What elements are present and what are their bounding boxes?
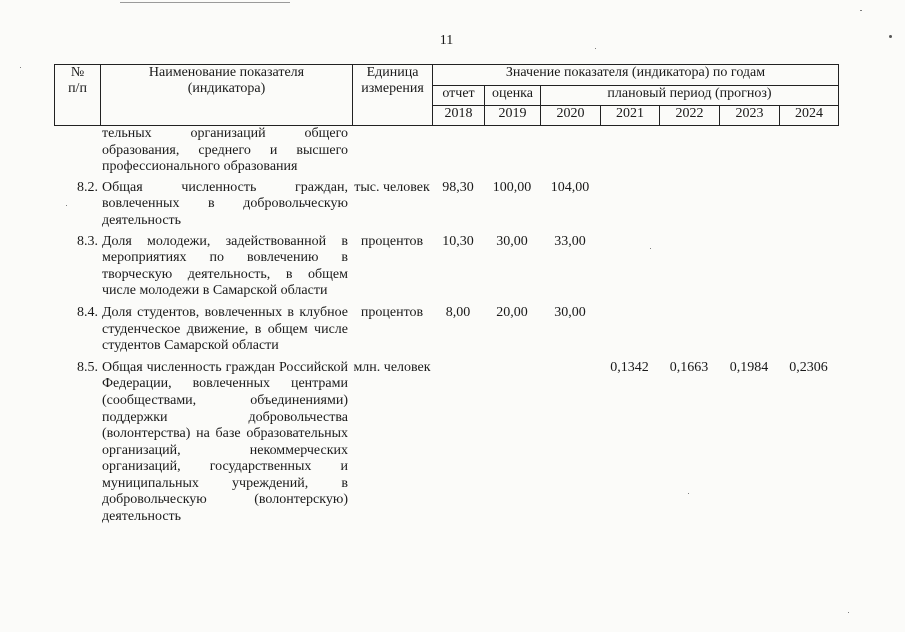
header-name: Наименование показателя (индикатора) [101,65,353,126]
value-2019: 100,00 [492,179,532,195]
header-planning-period: плановый период (прогноз) [541,86,839,106]
row-unit: процентов [360,304,424,320]
value-2020 [540,360,600,526]
value-2019 [484,360,540,526]
scan-speck [20,67,21,68]
row-number: 8.5. [77,359,98,375]
value-2020: 33,00 [554,233,586,249]
value-2023: 0,1984 [729,359,769,375]
header-unit: Единица измерения [353,65,433,126]
value-2019: 20,00 [496,304,528,320]
value-2020: 30,00 [554,304,586,320]
value-2024: 0,2306 [789,359,828,375]
value-2021: 0,1342 [610,359,649,375]
value-2022 [659,180,719,234]
value-2018: 10,30 [442,233,474,249]
table-row [54,180,838,234]
value-2018 [432,360,484,526]
value-2022 [659,305,719,360]
indicator-table-header [54,64,839,126]
header-year-2024: 2024 [780,106,839,126]
row-number: 8.2. [77,179,98,195]
header-year-2020: 2020 [541,106,601,126]
row-name: тельных организаций общего образования, среднего и высшего профессионального образования [102,126,348,175]
value-2022: 0,1663 [669,359,709,375]
header-year-2019: 2019 [485,106,541,126]
table-row [54,234,838,305]
scan-speck [650,248,651,249]
row-name: Доля молодежи, задействованной в мероприятиях по вовлечению в творческую деятельность, в общем числе молодежи в Самарской области [102,233,348,299]
row-name: Общая численность граждан, вовлеченных в добровольческую деятельность [102,179,348,228]
indicator-table-body [54,126,838,526]
header-year-2023: 2023 [720,106,780,126]
row-unit: млн. человек [353,359,431,375]
value-2021 [600,180,659,234]
header-report: отчет [433,86,485,106]
value-2021 [600,305,659,360]
header-num: № п/п [55,65,101,126]
value-2020: 104,00 [550,179,590,195]
header-estimate: оценка [485,86,541,106]
value-2023 [719,180,779,234]
header-values: Значение показателя (индикатора) по годам [433,65,839,86]
scan-speck [860,10,862,11]
header-year-2022: 2022 [660,106,720,126]
value-2022 [659,234,719,305]
value-2023 [719,305,779,360]
value-2024 [779,234,838,305]
scan-speck [889,35,892,38]
scan-speck [688,493,689,494]
header-year-2021: 2021 [601,106,660,126]
value-2018: 98,30 [442,179,474,195]
scan-speck [848,612,849,613]
scan-speck [66,205,67,206]
value-2021 [600,234,659,305]
value-2024 [779,305,838,360]
row-name: Доля студентов, вовлеченных в клубное студенческое движение, в общем числе студентов Самарской области [102,304,348,354]
table-row [54,360,838,526]
table-row-continuation [54,126,838,180]
row-number: 8.4. [77,304,98,320]
value-2024 [779,180,838,234]
value-2018: 8,00 [445,304,471,320]
page-number: 11 [439,33,454,48]
row-name: Общая численность граждан Российской Федерации, вовлеченных центрами (сообществами, объединениями) поддержки добровольчества (волонтерства) на базе образовательных организаций, некоммерческих организаций, государственных и муниципальных учреждений, в добровольческую (волонтерскую) деятельность [102,359,348,525]
value-2023 [719,234,779,305]
table-row [54,305,838,360]
row-number: 8.3. [77,233,98,249]
scan-edge-line [120,2,290,3]
row-unit: тыс. человек [354,179,430,195]
row-unit: процентов [360,233,424,249]
header-year-2018: 2018 [433,106,485,126]
scan-speck [595,48,596,49]
value-2019: 30,00 [496,233,528,249]
